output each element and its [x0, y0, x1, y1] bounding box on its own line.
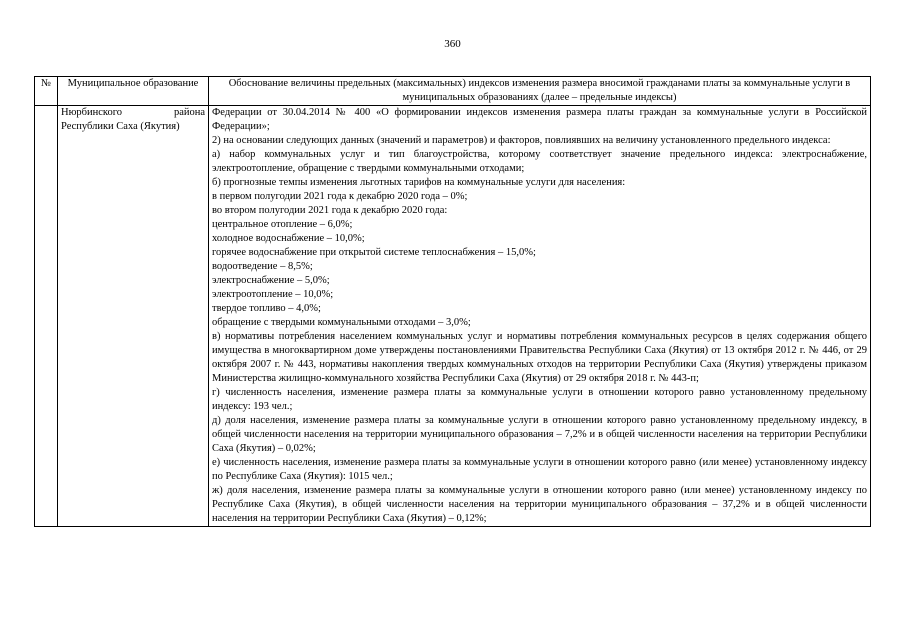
- justification-paragraph: в первом полугодии 2021 года к декабрю 2020 года – 0%;: [212, 191, 468, 202]
- municipality-line-1: [61, 106, 205, 120]
- justification-table: [34, 76, 871, 527]
- justification-paragraph: 2) на основании следующих данных (значений и параметров) и факторов, повлиявших на величину установленного предельного индекса:: [212, 135, 831, 146]
- table-header-row: [35, 77, 871, 106]
- justification-paragraph: б) прогнозные темпы изменения льготных тарифов на коммунальные услуги для населения:: [212, 177, 626, 188]
- justification-paragraph: а) набор коммунальных услуг и тип благоустройства, которому соответствует значение предельного индекса: электроснабжение, электроотопление, обращение с твердыми коммунальными отходами;: [212, 149, 867, 174]
- municipality-line-2: Республики Саха (Якутия): [61, 121, 180, 132]
- justification-paragraph: г) численность населения, изменение размера платы за коммунальные услуги в отношении которого равно установленному предельному индексу: 193 чел.;: [212, 387, 867, 412]
- justification-paragraph: Федерации от 30.04.2014 № 400 «О формировании индексов изменения размера платы граждан за коммунальные услуги в Российской Федерации»;: [212, 107, 867, 132]
- header-justification: Обоснование величины предельных (максимальных) индексов изменения размера вносимой гражданами платы за коммунальные услуги в муниципальных образованиях (далее – предельные индексы): [209, 77, 871, 106]
- justification-paragraph: холодное водоснабжение – 10,0%;: [212, 233, 365, 244]
- municipality-word-1: Нюрбинского: [61, 107, 123, 118]
- justification-paragraph: твердое топливо – 4,0%;: [212, 303, 321, 314]
- justification-paragraph: в) нормативы потребления населением коммунальных услуг и нормативы потребления коммунальных ресурсов в целях содержания общего имущества в многоквартирном доме утверждены постановлениями Правительства Республики Саха (Якутия) от 13 октября 2012 г. № 446, от 29 октября 2007 г. № 443, нормативы накопления твердых коммунальных отходов на территории Республики Саха (Якутия) утверждены приказом Министерства жилищно-коммунального хозяйства Республики Саха (Якутия) от 29 октября 2018 г. № 443-п;: [212, 331, 867, 384]
- justification-paragraph: обращение с твердыми коммунальными отходами – 3,0%;: [212, 317, 471, 328]
- municipality-cell: [58, 106, 209, 527]
- justification-paragraph: во втором полугодии 2021 года к декабрю 2020 года:: [212, 205, 448, 216]
- header-number: №: [35, 77, 58, 106]
- row-number-cell: [35, 106, 58, 527]
- justification-paragraph: ж) доля населения, изменение размера платы за коммунальные услуги в отношении которого равно (или менее) установленному индексу по Республике Саха (Якутия), в общей численности населения на территории муниципального образования – 37,2% и в общей численности населения на территории Республики Саха (Якутия) – 0,12%;: [212, 485, 867, 524]
- justification-paragraph: д) доля населения, изменение размера платы за коммунальные услуги в отношении которого равно установленному предельному индексу, в общей численности населения на территории муниципального образования – 7,2% и в общей численности населения на территории Республики Саха (Якутия) – 0,02%;: [212, 415, 867, 454]
- justification-paragraph: электроснабжение – 5,0%;: [212, 275, 330, 286]
- header-municipality: Муниципальное образование: [58, 77, 209, 106]
- justification-paragraph: центральное отопление – 6,0%;: [212, 219, 353, 230]
- justification-paragraph: водоотведение – 8,5%;: [212, 261, 313, 272]
- justification-paragraph: е) численность населения, изменение размера платы за коммунальные услуги в отношении которого равно (или менее) установленному индексу по Республике Саха (Якутия): 1015 чел.;: [212, 457, 867, 482]
- justification-paragraph: электроотопление – 10,0%;: [212, 289, 334, 300]
- justification-cell: [209, 106, 871, 527]
- page-number: 360: [444, 38, 461, 50]
- municipality-word-2: района: [173, 107, 205, 118]
- justification-paragraph: горячее водоснабжение при открытой системе теплоснабжения – 15,0%;: [212, 247, 536, 258]
- table-row: [35, 106, 871, 527]
